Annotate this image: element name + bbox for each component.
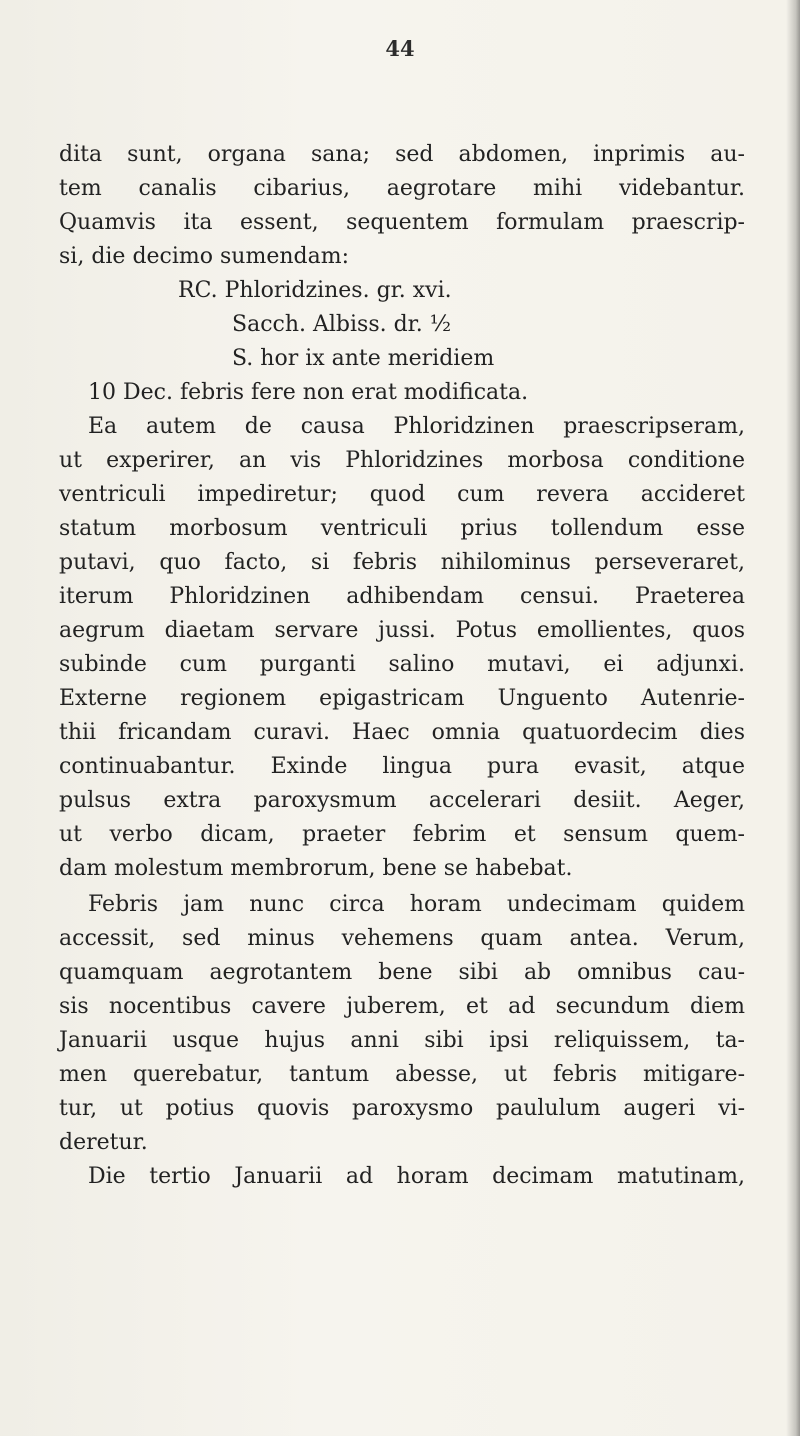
prescription-line: S. hor ix ante meridiem [232, 346, 495, 371]
prescription-line: Sacch. Albiss. dr. ½ [232, 312, 452, 337]
text-line: continuabantur. Exinde lingua pura evasit, atque [59, 754, 745, 779]
text-line: sis nocentibus cavere juberem, et ad secundum diem [59, 994, 745, 1019]
text-line: subinde cum purganti salino mutavi, ei adjunxi. [59, 652, 745, 677]
text-line: quamquam aegrotantem bene sibi ab omnibus cau- [59, 960, 745, 985]
text-line: si, die decimo sumendam: [59, 244, 349, 269]
entry-heading-line: 10 Dec. febris fere non erat modificata. [88, 380, 529, 405]
text-line: pulsus extra paroxysmum accelerari desiit. Aeger, [59, 788, 745, 813]
text-line: Ea autem de causa Phloridzinen praescripseram, [88, 414, 745, 439]
text-line: Die tertio Januarii ad horam decimam matutinam, [88, 1164, 745, 1189]
text-line: Quamvis ita essent, sequentem formulam praescrip- [59, 210, 745, 235]
page-number: 44 [385, 36, 415, 61]
text-line: ut experirer, an vis Phloridzines morbosa conditione [59, 448, 745, 473]
text-line: ventriculi impediretur; quod cum revera accideret [59, 482, 745, 507]
text-line: Externe regionem epigastricam Unguento Autenrie- [59, 686, 745, 711]
text-line: Januarii usque hujus anni sibi ipsi reliquissem, ta- [59, 1028, 745, 1053]
text-line: ut verbo dicam, praeter febrim et sensum quem- [59, 822, 745, 847]
text-line: thii fricandam curavi. Haec omnia quatuordecim dies [59, 720, 745, 745]
text-line: iterum Phloridzinen adhibendam censui. Praeterea [59, 584, 745, 609]
page-edge-shadow [786, 0, 800, 1436]
text-line: aegrum diaetam servare jussi. Potus emollientes, quos [59, 618, 745, 643]
text-line: Febris jam nunc circa horam undecimam quidem [88, 892, 745, 917]
text-line: men querebatur, tantum abesse, ut febris mitigare- [59, 1062, 745, 1087]
text-line: tem canalis cibarius, aegrotare mihi videbantur. [59, 176, 745, 201]
text-line: tur, ut potius quovis paroxysmo paululum augeri vi- [59, 1096, 745, 1121]
text-line: accessit, sed minus vehemens quam antea. Verum, [59, 926, 745, 951]
prescription-line: RC. Phloridzines. gr. xvi. [178, 278, 452, 303]
text-line: statum morbosum ventriculi prius tollendum esse [59, 516, 745, 541]
text-line: deretur. [59, 1130, 148, 1155]
text-line: dam molestum membrorum, bene se habebat. [59, 856, 573, 881]
text-line: putavi, quo facto, si febris nihilominus perseveraret, [59, 550, 745, 575]
text-line: dita sunt, organa sana; sed abdomen, inprimis au- [59, 142, 745, 167]
